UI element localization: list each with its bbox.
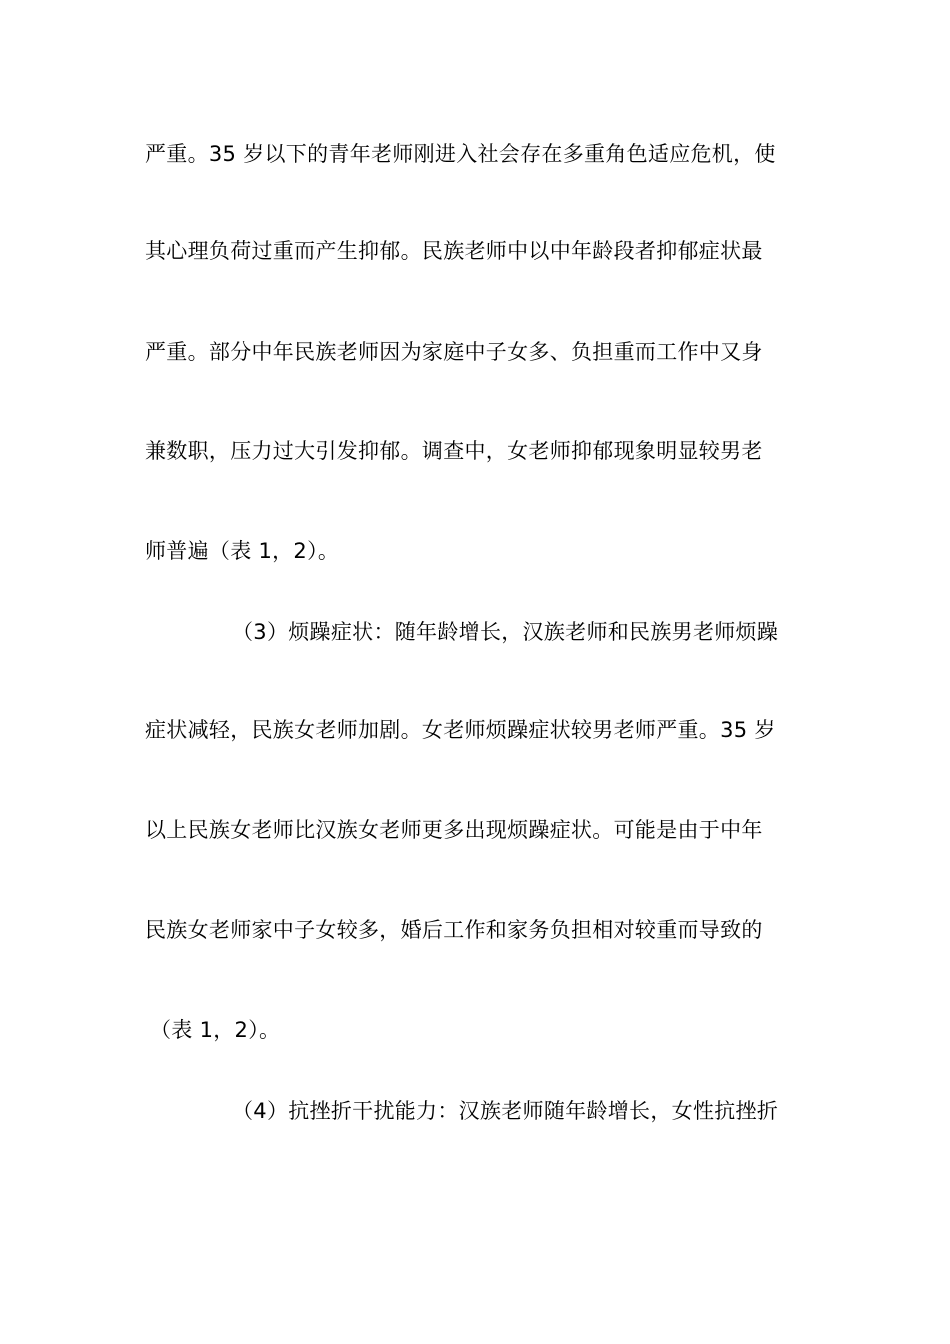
text-line-4: 兼数职，压力过大引发抑郁。调查中，女老师抑郁现象明显较男老 (145, 439, 763, 463)
text-line-10: （表 1，2）。 (150, 1018, 281, 1042)
text-line-1: 严重。35 岁以下的青年老师刚进入社会存在多重角色适应危机，使 (145, 142, 776, 166)
text-line-9: 民族女老师家中子女较多，婚后工作和家务负担相对较重而导致的 (145, 918, 763, 942)
text-line-8: 以上民族女老师比汉族女老师更多出现烦躁症状。可能是由于中年 (145, 818, 763, 842)
text-line-6: （3）烦躁症状：随年龄增长，汉族老师和民族男老师烦躁 (232, 620, 779, 644)
text-line-2: 其心理负荷过重而产生抑郁。民族老师中以中年龄段者抑郁症状最 (145, 239, 763, 263)
text-line-3: 严重。部分中年民族老师因为家庭中子女多、负担重而工作中又身 (145, 340, 763, 364)
text-line-5: 师普遍（表 1，2）。 (145, 539, 340, 563)
text-line-7: 症状减轻，民族女老师加剧。女老师烦躁症状较男老师严重。35 岁 (145, 718, 776, 742)
text-line-11: （4）抗挫折干扰能力：汉族老师随年龄增长，女性抗挫折 (232, 1099, 779, 1123)
